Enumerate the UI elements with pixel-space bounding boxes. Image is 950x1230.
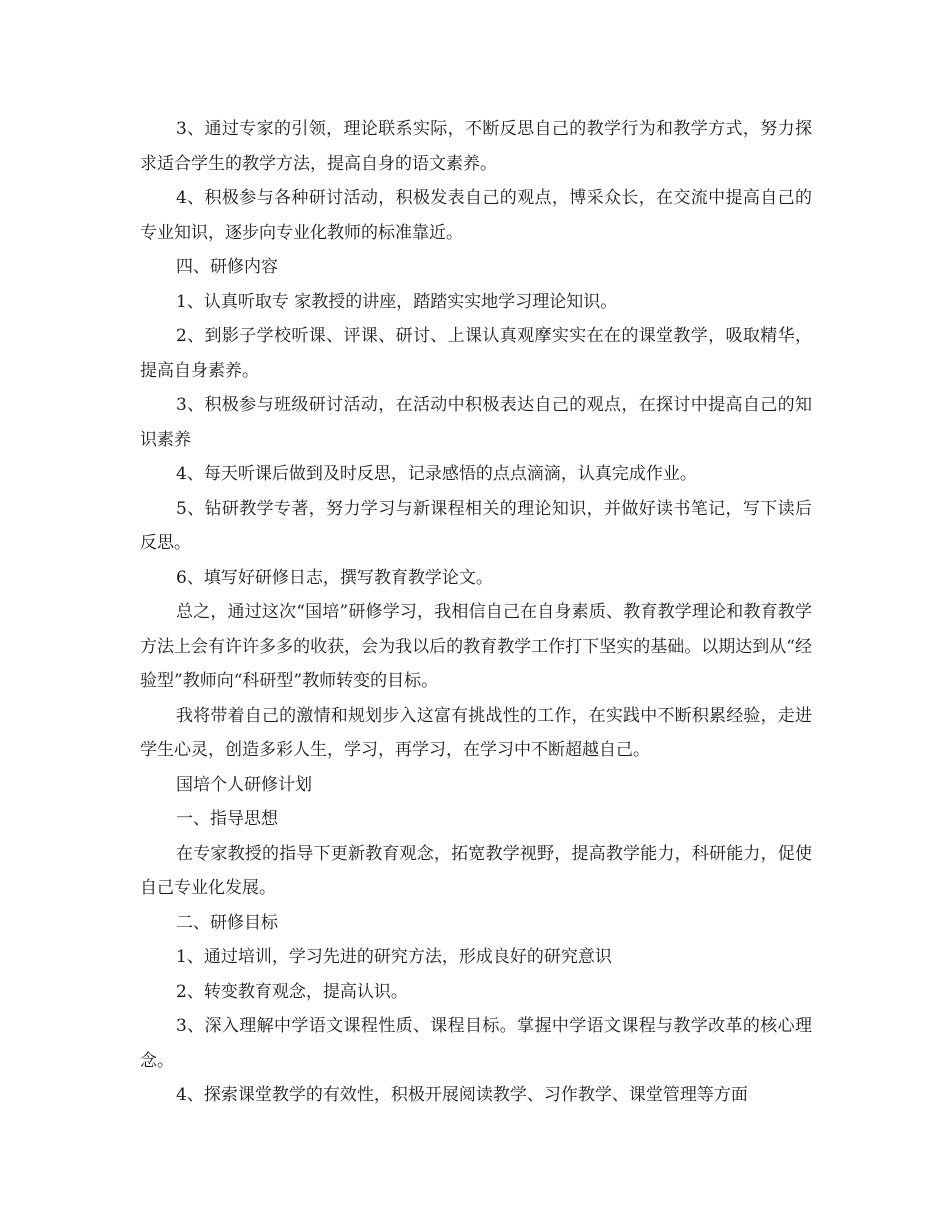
paragraph-content-3: 3、积极参与班级研讨活动，在活动中积极表达自己的观点，在探讨中提高自己的知识素养 [140, 395, 812, 450]
paragraph-closing: 我将带着自己的激情和规划步入这富有挑战性的工作，在实践中不断积累经验，走进学生心灵，创造多彩人生，学习，再学习，在学习中不断超越自己。 [140, 705, 812, 760]
paragraph-goal-4: 4、积极参与各种研讨活动，积极发表自己的观点，博采众长，在交流中提高自己的专业知识，逐步向专业化教师的标准靠近。 [140, 188, 812, 243]
paragraph-goal-new-1: 1、通过培训，学习先进的研究方法，形成良好的研究意识 [176, 947, 612, 967]
heading-plan-title: 国培个人研修计划 [176, 774, 312, 795]
paragraph-content-1: 1、认真听取专 家教授的讲座，踏踏实实地学习理论知识。 [176, 291, 618, 312]
paragraph-summary: 总之，通过这次“国培”研修学习，我相信自己在自身素质、教育教学理论和教育教学方法上会有许许多多的收获，会为我以后的教育教学工作打下坚实的基础。以期达到从“经验型”教师向“科研型”教师转变的目标。 [140, 602, 812, 691]
paragraph-goal-new-4: 4、探索课堂教学的有效性，积极开展阅读教学、习作教学、课堂管理等方面 [176, 1085, 748, 1105]
heading-study-goals: 二、研修目标 [176, 912, 278, 933]
document-body [140, 112, 812, 1113]
paragraph-content-5: 5、钻研教学专著，努力学习与新课程相关的理论知识，并做好读书笔记，写下读后反思。 [140, 498, 812, 553]
paragraph-goal-3: 3、通过专家的引领，理论联系实际，不断反思自己的教学行为和教学方式，努力探求适合学生的教学方法，提高自身的语文素养。 [140, 119, 812, 174]
paragraph-content-2: 2、到影子学校听课、评课、研讨、上课认真观摩实实在在的课堂教学，吸取精华，提高自身素养。 [140, 326, 812, 381]
paragraph-content-6: 6、填写好研修日志，撰写教育教学论文。 [176, 567, 493, 588]
paragraph-guiding-thought: 在专家教授的指导下更新教育观念，拓宽教学视野，提高教学能力，科研能力，促使自己专业化发展。 [140, 843, 812, 898]
paragraph-goal-new-3: 3、深入理解中学语文课程性质、课程目标。掌握中学语文课程与教学改革的核心理念。 [140, 1016, 812, 1071]
paragraph-goal-new-2: 2、转变教育观念，提高认识。 [176, 981, 408, 1002]
paragraph-content-4: 4、每天听课后做到及时反思，记录感悟的点点滴滴，认真完成作业。 [176, 464, 697, 484]
heading-study-content: 四、研修内容 [176, 257, 278, 277]
heading-guiding-thought: 一、指导思想 [176, 809, 278, 829]
